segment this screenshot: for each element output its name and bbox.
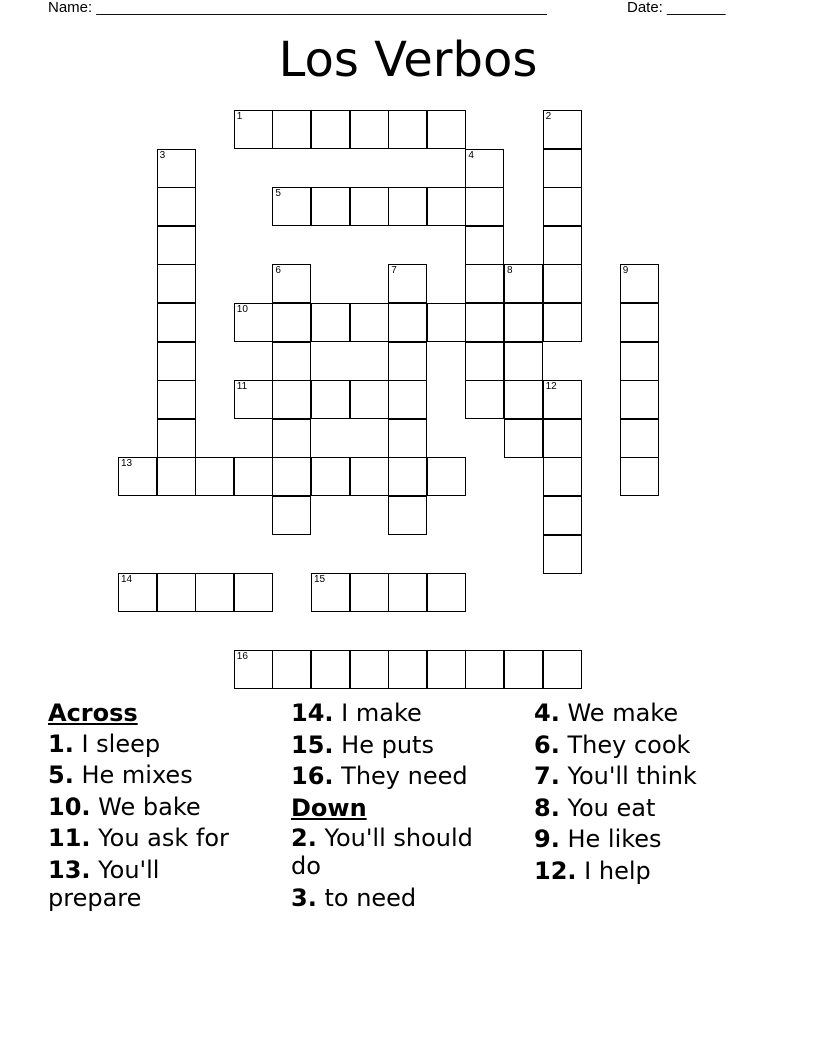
date-label: Date: _______ [627,0,726,16]
grid-cell[interactable] [157,342,196,381]
grid-cell[interactable] [311,187,350,226]
grid-cell[interactable] [157,226,196,265]
grid-cell[interactable] [620,380,659,419]
grid-cell[interactable] [543,419,582,458]
grid-cell[interactable] [504,419,543,458]
clue-down-2: 2. You'll should do [291,824,473,880]
clue-number: 10 [236,304,248,315]
clue-number: 15 [314,574,326,586]
grid-cell[interactable] [543,457,582,496]
grid-cell[interactable] [620,264,659,303]
grid-cell[interactable] [272,419,311,458]
grid-cell[interactable] [157,457,196,496]
grid-cell[interactable] [157,149,196,188]
clue-number: 9 [622,265,629,277]
grid-cell[interactable] [118,457,157,496]
grid-cell[interactable] [272,187,311,226]
grid-cell[interactable] [388,187,427,226]
grid-cell[interactable] [234,110,273,149]
grid-cell[interactable] [311,650,350,689]
grid-cell[interactable] [465,380,504,419]
grid-cell[interactable] [620,342,659,381]
grid-cell[interactable] [388,650,427,689]
clue-number: 8 [507,265,513,277]
grid-cell[interactable] [388,342,427,381]
grid-cell[interactable] [504,380,543,419]
clue-number: 16 [236,651,248,663]
grid-cell[interactable] [504,303,543,342]
clue-across-15: 15. He puts [291,730,434,759]
grid-cell[interactable] [427,187,466,226]
name-label: Name: ______________________________________________________ [48,0,547,16]
grid-cell[interactable] [234,457,273,496]
clue-across-10: 10. We bake [48,792,201,821]
grid-cell[interactable] [350,187,389,226]
grid-cell[interactable] [465,650,504,689]
grid-cell[interactable] [427,457,466,496]
grid-cell[interactable] [427,573,466,612]
grid-cell[interactable] [427,110,466,149]
grid-cell[interactable] [620,419,659,458]
clue-across-5: 5. He mixes [48,761,193,790]
grid-cell[interactable] [350,110,389,149]
grid-cell[interactable] [272,457,311,496]
grid-cell[interactable] [388,457,427,496]
grid-cell[interactable] [620,457,659,496]
grid-cell[interactable] [388,303,427,342]
grid-cell[interactable] [234,303,273,342]
grid-cell[interactable] [465,226,504,265]
grid-cell[interactable] [388,264,427,303]
clue-number: 14 [121,574,133,586]
grid-cell[interactable] [272,380,311,419]
grid-cell[interactable] [465,187,504,226]
clue-down-3: 3. to need [291,883,417,912]
grid-cell[interactable] [543,187,582,226]
clue-down-12: 12. I help [534,856,651,885]
grid-cell[interactable] [272,650,311,689]
clue-across-11: 11. You ask for [48,824,229,853]
grid-cell[interactable] [118,573,157,612]
grid-cell[interactable] [157,187,196,226]
grid-cell[interactable] [504,264,543,303]
grid-cell[interactable] [427,303,466,342]
grid-cell[interactable] [504,342,543,381]
grid-cell[interactable] [388,496,427,535]
grid-cell[interactable] [388,380,427,419]
grid-cell[interactable] [543,226,582,265]
grid-cell[interactable] [195,573,234,612]
grid-cell[interactable] [465,342,504,381]
clue-across-13: 13. You'll prepare [48,855,160,912]
clue-number: 11 [236,381,248,393]
grid-cell[interactable] [157,419,196,458]
grid-cell[interactable] [311,303,350,342]
grid-cell[interactable] [195,457,234,496]
clue-column-2 [291,700,521,916]
grid-cell[interactable] [157,303,196,342]
grid-cell[interactable] [465,264,504,303]
grid-cell[interactable] [504,650,543,689]
grid-cell[interactable] [272,303,311,342]
grid-cell[interactable] [311,573,350,612]
clue-across-14: 14. I make [291,699,422,727]
grid-cell[interactable] [543,110,582,149]
grid-cell[interactable] [620,303,659,342]
grid-cell[interactable] [388,419,427,458]
clue-number: 4 [468,149,474,161]
grid-cell[interactable] [543,496,582,535]
grid-cell[interactable] [350,303,389,342]
clue-number: 1 [236,111,243,122]
grid-cell[interactable] [157,264,196,303]
grid-cell[interactable] [272,342,311,381]
clue-number: 12 [545,381,557,393]
clue-column-1 [48,700,278,916]
clue-number: 6 [275,265,281,277]
grid-cell[interactable] [543,303,582,342]
grid-cell[interactable] [350,650,389,689]
clue-across-16: 16. They need [291,762,468,791]
grid-cell[interactable] [388,573,427,612]
clue-down-4: 4. We make [534,699,679,727]
clue-down-9: 9. He likes [534,825,662,854]
clue-down-6: 6. They cook [534,730,691,759]
grid-cell[interactable] [543,650,582,689]
grid-cell[interactable] [272,264,311,303]
clue-down-8: 8. You eat [534,793,656,822]
clue-across-1: 1. I sleep [48,729,161,758]
grid-cell[interactable] [350,573,389,612]
grid-cell[interactable] [350,380,389,419]
grid-cell[interactable] [543,264,582,303]
clue-number: 13 [121,458,133,470]
grid-cell[interactable] [311,110,350,149]
grid-cell[interactable] [272,496,311,535]
clue-number: 3 [159,149,166,161]
clue-number: 5 [275,188,281,200]
grid-cell[interactable] [543,149,582,188]
grid-cell[interactable] [427,650,466,689]
clue-column-3 [534,700,764,890]
grid-cell[interactable] [465,303,504,342]
grid-cell[interactable] [543,380,582,419]
grid-cell[interactable] [311,457,350,496]
grid-cell[interactable] [388,110,427,149]
grid-cell[interactable] [311,380,350,419]
grid-cell[interactable] [272,110,311,149]
down-heading: Down [291,793,367,822]
page-title: Los Verbos [278,32,538,88]
clue-down-7: 7. You'll think [534,762,697,791]
grid-cell[interactable] [465,149,504,188]
grid-cell[interactable] [234,380,273,419]
clue-number: 7 [391,265,397,277]
clue-number: 2 [545,111,552,122]
grid-cell[interactable] [350,457,389,496]
grid-cell[interactable] [234,650,273,689]
grid-cell[interactable] [157,573,196,612]
grid-cell[interactable] [543,535,582,574]
grid-cell[interactable] [157,380,196,419]
across-heading: Across [48,699,138,727]
grid-cell[interactable] [234,573,273,612]
